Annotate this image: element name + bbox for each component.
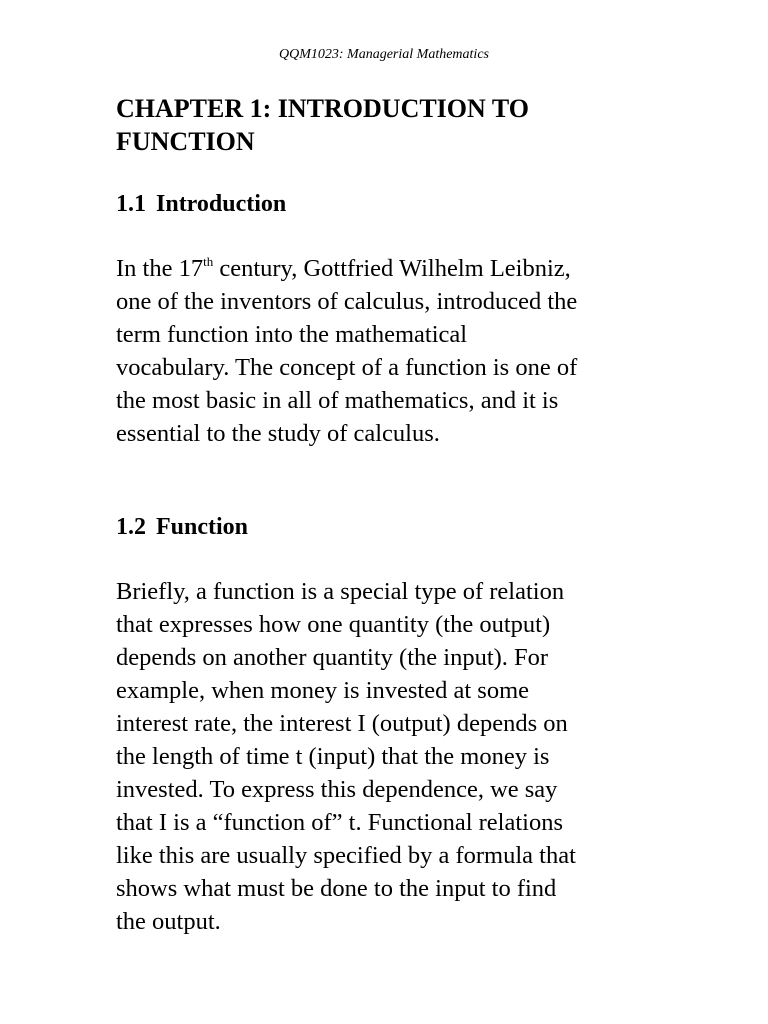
- paragraph-line: example, when money is invested at some: [116, 677, 529, 704]
- paragraph-line: interest rate, the interest I (output) depends on: [116, 710, 568, 737]
- paragraph-line: that expresses how one quantity (the output): [116, 611, 551, 638]
- chapter-title: [116, 92, 661, 158]
- chapter-title-line-2: FUNCTION: [116, 127, 255, 156]
- section-title: Function: [156, 514, 249, 540]
- section-heading-introduction: [116, 188, 661, 220]
- page-content: [116, 92, 661, 938]
- ordinal-superscript: th: [203, 254, 214, 269]
- paragraph-line: term function into the mathematical: [116, 321, 468, 348]
- paragraph-line: vocabulary. The concept of a function is one of: [116, 354, 578, 381]
- paragraph-line: shows what must be done to the input to find: [116, 875, 557, 902]
- paragraph-line: that I is a “function of” t. Functional relations: [116, 809, 564, 836]
- section-number: 1.2: [116, 514, 146, 540]
- introduction-paragraph: [116, 252, 661, 450]
- chapter-title-line-1: CHAPTER 1: INTRODUCTION TO: [116, 94, 529, 123]
- section-title: Introduction: [156, 191, 287, 217]
- paragraph-line: the most basic in all of mathematics, and it is: [116, 387, 559, 414]
- section-number: 1.1: [116, 191, 146, 217]
- paragraph-line: the length of time t (input) that the money is: [116, 743, 550, 770]
- paragraph-line: [116, 252, 661, 285]
- paragraph-line: like this are usually specified by a formula that: [116, 842, 576, 869]
- paragraph-line: depends on another quantity (the input). For: [116, 644, 549, 671]
- text-run: century, Gottfried Wilhelm Leibniz,: [213, 255, 571, 282]
- section-heading-function: [116, 511, 661, 543]
- text-run: In the 17: [116, 255, 204, 282]
- paragraph-line: Briefly, a function is a special type of relation: [116, 578, 565, 605]
- paragraph-line: essential to the study of calculus.: [116, 420, 440, 447]
- paragraph-line: the output.: [116, 908, 221, 935]
- paragraph-line: invested. To express this dependence, we say: [116, 776, 558, 803]
- running-header: QQM1023: Managerial Mathematics: [279, 47, 489, 62]
- paragraph-line: one of the inventors of calculus, introduced the: [116, 288, 578, 315]
- function-paragraph: [116, 575, 661, 938]
